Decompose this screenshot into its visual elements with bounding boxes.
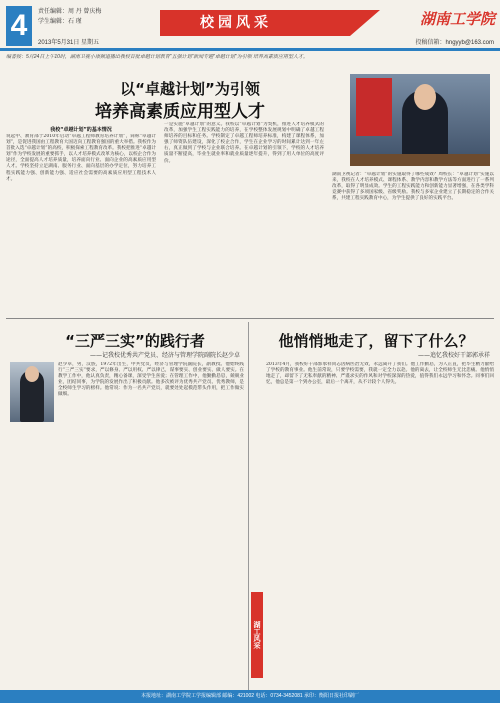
main-story-column-3: 湖南卫视记者：“卓越计划”的实施取得了哪些成效？周校长：“卓越计划”实施以来，我校在人才培养模式、课程体系、教学内容和教学方法等方面进行了一系列改革，取得了明显成效。学生的工程实践能力和创新能力显著增强，在各类学科竞赛中获得了多项国家级、省级奖励。我校与多家企业建立了长期稳定的合作关系，共建工程实践教育中心，为学生提供了良好的实践平台。 — [332, 172, 494, 202]
story-b-body: 2013年4月，我校好干部郭承祥同志因病医治无效，永远离开了我们。他工作勤恳，为人正直，把毕生精力献给了学校的教育事业。他生前常说，只要学校需要，我就一定全力以赴。他的离去，让全校师生无比悲痛。他悄悄地走了，却留下了无私奉献的精神、严谨求实的作风和对学校深深的热爱，值得我们永远学习和怀念。同事们回忆，他总是第一个到办公室，最后一个离开，从不计较个人得失。 — [266, 362, 494, 386]
main-headline-line1: 以“卓越计划”为引领 — [120, 80, 260, 98]
desk-shape — [350, 154, 490, 166]
face-shape — [414, 84, 436, 110]
main-headline-line2: 培养高素质应用型人才 — [95, 102, 265, 122]
flag-shape — [356, 78, 392, 136]
portrait-photo — [10, 362, 54, 422]
main-story-column-2: 一是实施“卓越计划”的意义。我校以“卓越计划”为契机，推进人才培养模式的改革，加强学生工程实践能力的培养，在学校整体发展规划中明确了卓越工程师培养的目标和任务。学校制定了卓越工程师培养标准，构建了课程体系，加强了师资队伍建设，深化了校企合作，学生在企业学习的时间累计达到一年左右，真正做到了学校与企业联合培养。在卓越计划的引领下，学校的人才培养质量不断提高，毕业生就业率和就业质量逐年提升，得到了用人单位的高度评价。 — [164, 122, 324, 164]
story-a-headline: “三严三实”的践行者 — [65, 332, 205, 350]
portrait-face-shape — [25, 366, 39, 382]
page-header — [0, 0, 500, 62]
story-b-subhead: ——追忆我校好干部郭承祥 — [417, 352, 490, 359]
column-divider — [248, 322, 249, 690]
story-a-body: 赵少卓，男，汉族，1972年出生，中共党员，经济与管理学院副院长，副教授。他始终践行“三严三实”要求，严以修身、严以用权、严以律己，谋事要实、创业要实、做人要实。在教学工作中，他认真负责，精心备课，深受学生喜爱；在管理工作中，他勤勤恳恳，兢兢业业，团结同事，为学院的发展作出了积极贡献。他多次被评为优秀共产党员、优秀教师，是全校师生学习的榜样。他常说：作为一名共产党员，就要处处起模范带头作用，把工作做实做细。 — [58, 362, 244, 398]
main-story-subhead: 我校“卓越计划”的基本情况 — [50, 127, 112, 133]
section-banner: 校园风采 — [160, 10, 350, 36]
submission-email: 投稿信箱：hngyyb@163.com — [415, 40, 494, 46]
editor-note: 编者按：5月24日上午10时，湖南卫视小康频道播出我校首批卓越计划教育“五强计划”新闻专题“卓越计划”为引领 培养高素质应用型人才。 — [6, 54, 308, 60]
section-divider — [6, 318, 494, 319]
main-story-column-1: 说起中、教育部于2010年启动“卓越工程师教育培养计划”，简称“卓越计划”，是促进我国由工程教育大国迈向工程教育强国的重大举措。我校作为首批入选“卓越计划”的高校，积极探索工程教育改革。我校把推进“卓越计划”作为学校发展的重要抓手，以人才培养模式改革为核心，以校企合作为途径，全面提高人才培养质量，培养面向行业、面向企业的高素质应用型人才。学校坚持立足湖南、服务行业、面向基层的办学定位，努力培养工程实践能力强、创新能力强、适应社会需要的高素质应用型工程技术人才。 — [6, 134, 156, 182]
story-a-subhead: ——记我校优秀共产党员、经济与管理学院副院长赵少卓 — [89, 352, 240, 359]
header-rule — [0, 48, 500, 51]
page-number: 4 — [6, 6, 32, 46]
issue-date: 2013年5月31日 星期五 — [38, 40, 100, 46]
sidebar-tag: 湖工风采 — [251, 592, 263, 678]
interview-photo — [350, 74, 490, 166]
newspaper-masthead: 湖南工学院 — [419, 10, 495, 28]
page-footer: 本报地址：湖南工学院工学报编辑部 邮编：421002 电话：0734-3452081 承印：衡阳日报社印刷厂 — [0, 690, 500, 703]
story-b-headline: 他悄悄地走了，留下了什么？ — [278, 332, 474, 350]
editors-credit: 责任编辑：周 丹 曾庆梅 学生编辑：石 瑾 — [38, 9, 102, 25]
